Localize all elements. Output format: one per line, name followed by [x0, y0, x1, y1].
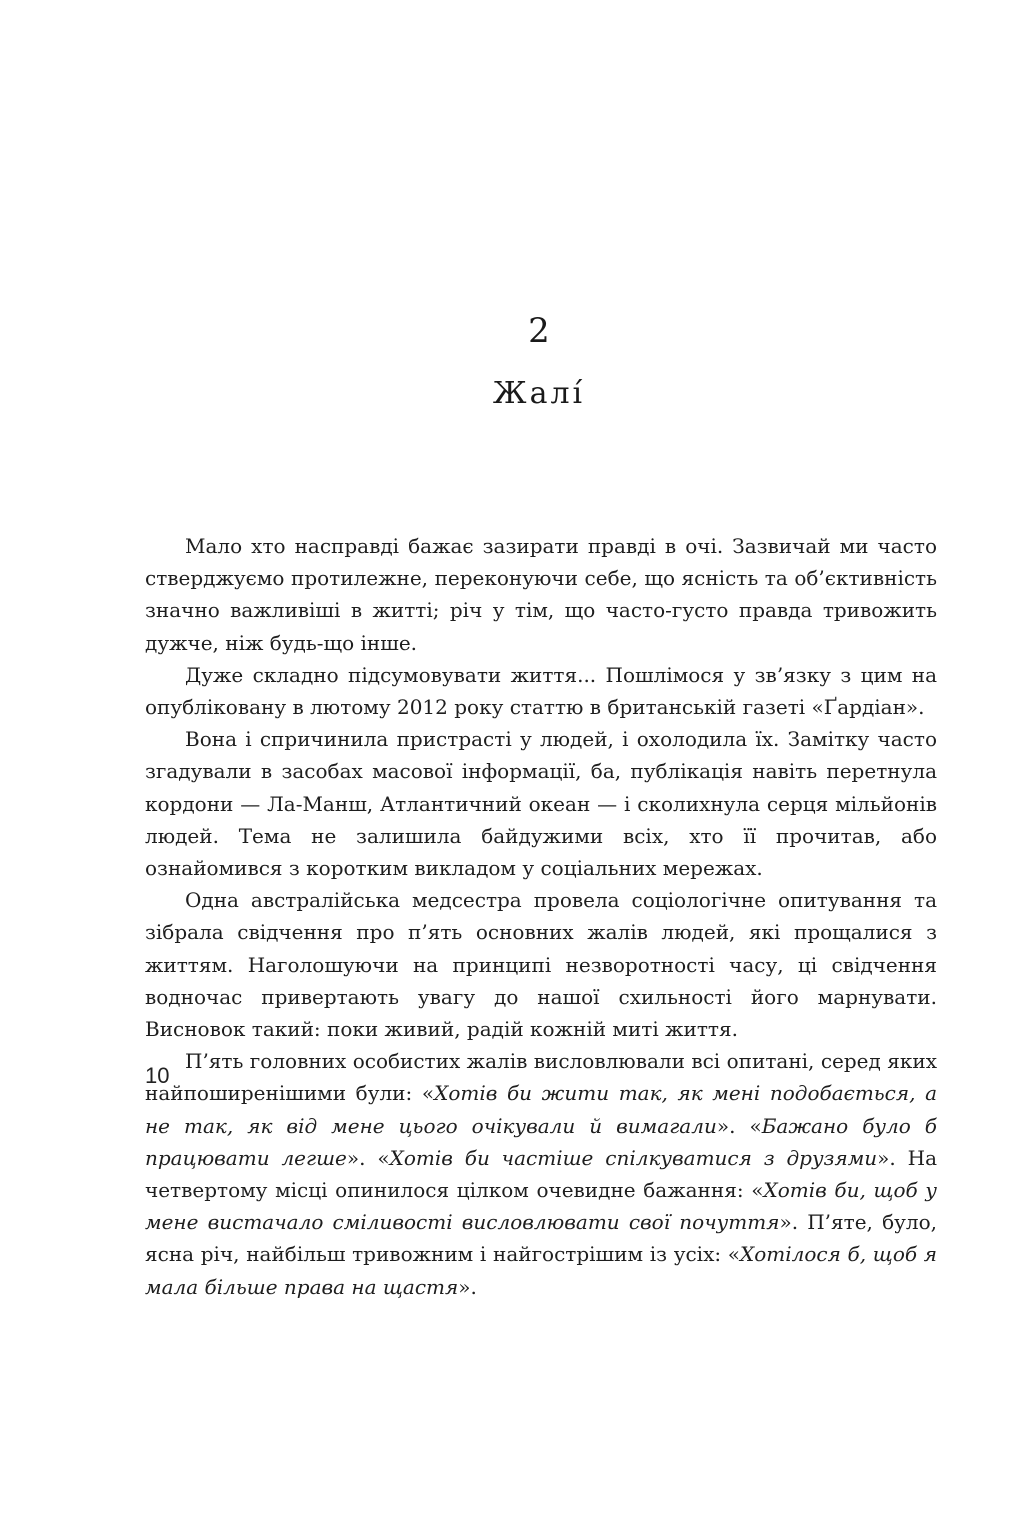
quoted-regret: Хотів би жити так, як мені подобається, а не так, як від мене цього очікували й вимагали [145, 1081, 937, 1138]
quoted-regret: Хотілося б, щоб я мала більше права на щастя [145, 1242, 937, 1299]
quoted-regret: Хотів би, щоб у мене вистачало сміливості висловлювати свої почуття [145, 1178, 937, 1235]
paragraph-3: Вона і спричинила пристрасті у людей, і охолодила їх. Замітку часто згадували в засобах масової інформації, ба, публікація навіть перетнула кордони — Ла-Манш, Атлантичний океан — і сколихнула серця мільйонів людей. Тема не залишила байдужими всіх, хто її прочитав, або ознайомився з коротким викладом у соціальних мережах. [145, 727, 937, 881]
paragraph-text: ». « [346, 1145, 390, 1170]
paragraph-5 [145, 1045, 937, 1303]
paragraph-4: Одна австралійська медсестра провела соціологічне опитування та зібрала свідчення про п’ять основних жалів людей, які прощалися з життям. Наголошуючи на принципі незворотності часу, ці свідчення водночас привертають увагу до нашої схильності його марнувати. Висновок такий: поки живий, радій кожній миті життя. [145, 888, 937, 1042]
page-number: 10 [145, 1063, 170, 1088]
chapter-title: Жалі́ [492, 376, 586, 411]
paragraph-1: Мало хто насправді бажає зазирати правді в очі. Зазвичай ми часто стверджуємо протилежне, переконуючи себе, що ясність та об’єктивність значно важливіші в житті; річ у тім, що часто-густо правда тривожить дужче, ніж будь-що інше. [145, 534, 937, 655]
chapter-body [145, 530, 937, 1303]
paragraph-text: ». П’яте, було, ясна річ, найбільш тривожним і найгострішим із усіх: « [145, 1210, 937, 1267]
chapter-number: 2 [528, 311, 550, 351]
paragraph-text: ». « [716, 1113, 762, 1138]
quoted-regret: Бажано було б працювати легше [145, 1113, 938, 1170]
paragraph-text: ». На четвертому місці опинилося цілком очевидне бажання: « [145, 1145, 937, 1203]
paragraph-2: Дуже складно підсумовувати життя... Пошлімося у зв’язку з цим на опубліковану в лютому 2012 року статтю в британській газеті «Ґардіан». [145, 662, 937, 720]
quoted-regret: Хотів би частіше спілкуватися з друзями [389, 1145, 878, 1170]
paragraph-text: П’ять головних особистих жалів висловлювали всі опитані, серед яких найпоширенішими були: « [145, 1049, 937, 1106]
paragraph-text: ». [458, 1274, 477, 1299]
